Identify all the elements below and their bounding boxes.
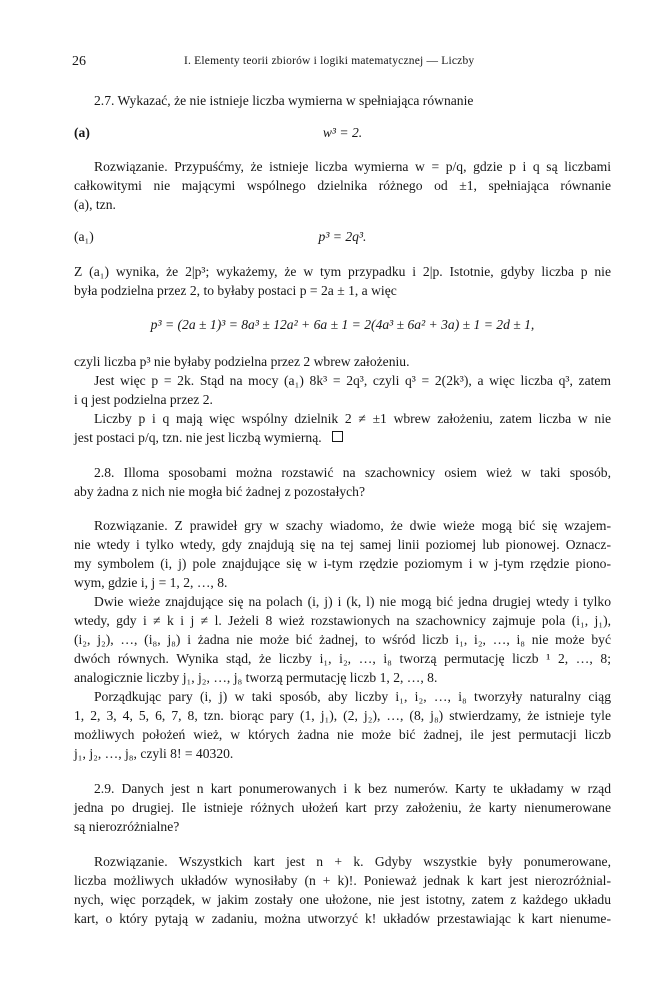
- text-line: my symbolem (i, j) pole znajdujące się w i-tym rzędzie poziomym i w j-tym rzędzie piono-: [74, 556, 611, 571]
- text-line: (i₂, j₂), …, (i₈, j₈) i żadna nie może bić żadnej, to wśród liczb i₁, i₂, …, i₈ nie może być: [74, 632, 611, 647]
- text-line: wym, gdzie i, j = 1, 2, …, 8.: [74, 575, 228, 590]
- text-line: czyli liczba p³ nie byłaby podzielna przez 2 wbrew założeniu.: [74, 354, 410, 369]
- qed-square-icon: [332, 431, 343, 442]
- text-line: była podzielna przez 2, to byłaby postaci p = 2a ± 1, a więc: [74, 283, 397, 298]
- text-line: (a), tzn.: [74, 197, 116, 212]
- problem-2-9-statement: 2.9. Danych jest n kart ponumerowanych i k bez numerów. Karty te układamy w rząd: [94, 781, 611, 796]
- equation-expansion: [74, 317, 611, 337]
- text-line: Dwie wieże znajdujące się na polach (i, j) i (k, l) nie mogą bić jedna drugiej wtedy i tylko: [94, 594, 611, 609]
- text-line: aby żadna z nich nie mogła bić żadnej z pozostałych?: [74, 484, 366, 499]
- equation-label: (a): [74, 125, 90, 140]
- text-line: są nierozróżnialne?: [74, 819, 180, 834]
- running-title: I. Elementy teorii zbiorów i logiki matematycznej — Liczby: [184, 55, 475, 67]
- text-line: całkowitymi nie mającymi wspólnego dzielnika różnego od ±1, spełniająca równanie: [74, 178, 611, 193]
- problem-2-7-statement: 2.7. Wykazać, że nie istnieje liczba wymierna w spełniająca równanie: [94, 93, 474, 108]
- text-line: j₁, j₂, …, j₈, czyli 8! = 40320.: [74, 746, 234, 761]
- text-line: liczba możliwych układów wynosiłaby (n + k)!. Ponieważ jednak k kart jest nierozróżnial-: [74, 873, 611, 888]
- text-line: 1, 2, 3, 4, 5, 6, 7, 8, tzn. biorąc pary (1, j₁), (2, j₂), …, (8, j₈) stwierdzamy, że istnieje tyle: [74, 708, 611, 723]
- equation-a: [74, 125, 611, 145]
- text-line: Z (a₁) wynika, że 2|p³; wykażemy, że w tym przypadku i 2|p. Istotnie, gdyby liczba p nie: [74, 264, 611, 279]
- text-line: [74, 429, 611, 448]
- text-line: Rozwiązanie. Przypuśćmy, że istnieje liczba wymierna w = p/q, gdzie p i q są liczbami: [94, 159, 611, 174]
- text-line: wtedy, gdy i ≠ k i j ≠ l. Jeżeli 8 wież rozstawionych na szachownicy zajmuje pola (i₁, j₁),: [74, 613, 611, 628]
- text-line: jedna po drugiej. Ile istnieje różnych ułożeń kart przy założeniu, że karty nienumerowane: [74, 800, 611, 815]
- text-line: Jest więc p = 2k. Stąd na mocy (a₁) 8k³ = 2q³, czyli q³ = 2(2k³), a więc liczba q³, zatem: [94, 373, 611, 388]
- equation-label: (a₁): [74, 229, 94, 244]
- text-line: Rozwiązanie. Z prawideł gry w szachy wiadomo, że dwie wieże mogą bić się wzajem-: [94, 518, 611, 533]
- text-line: analogicznie liczby j₁, j₂, …, j₈ tworzą permutację liczb 1, 2, …, 8.: [74, 670, 438, 685]
- text-line: nych, więc porządek, w jakim zostały one ułożone, nie jest istotny, zatem z każdego układu: [74, 892, 611, 907]
- text-line: Porządkując pary (i, j) w taki sposób, aby liczby i₁, i₂, …, i₈ tworzyły naturalny ciąg: [94, 689, 611, 704]
- equation-formula: p³ = 2q³.: [318, 229, 367, 244]
- equation-formula: w³ = 2.: [322, 125, 363, 140]
- equation-a1: [74, 229, 611, 249]
- text-line-content: jest postaci p/q, tzn. nie jest liczbą wymierną.: [74, 430, 322, 445]
- equation-formula: p³ = (2a ± 1)³ = 8a³ ± 12a² + 6a ± 1 = 2(4a³ ± 6a² + 3a) ± 1 = 2d ± 1,: [150, 317, 535, 332]
- text-line: i q jest podzielna przez 2.: [74, 392, 213, 407]
- text-line: nie wtedy i tylko wtedy, gdy znajdują się na tej samej linii poziomej lub pionowej. Oznacz-: [74, 537, 611, 552]
- page-header: [72, 54, 612, 72]
- text-line: dwóch równych. Wynika stąd, że liczby i₁, i₂, …, i₈ tworzą permutację liczb ¹ 2, …, 8;: [74, 651, 611, 666]
- text-line: kart, o który pytają w zadaniu, można utworzyć k! układów przestawiając k kart nienume-: [74, 911, 611, 926]
- problem-2-8-statement: 2.8. Illoma sposobami można rozstawić na szachownicy osiem wież w taki sposób,: [94, 465, 611, 480]
- text-line: możliwych położeń wież, w których żadna nie może bić żadnej, ile jest permutacji liczb: [74, 727, 611, 742]
- page-number: 26: [72, 54, 86, 69]
- text-line: Rozwiązanie. Wszystkich kart jest n + k. Gdyby wszystkie były ponumerowane,: [94, 854, 611, 869]
- text-line: Liczby p i q mają więc wspólny dzielnik 2 ≠ ±1 wbrew założeniu, zatem liczba w nie: [94, 411, 611, 426]
